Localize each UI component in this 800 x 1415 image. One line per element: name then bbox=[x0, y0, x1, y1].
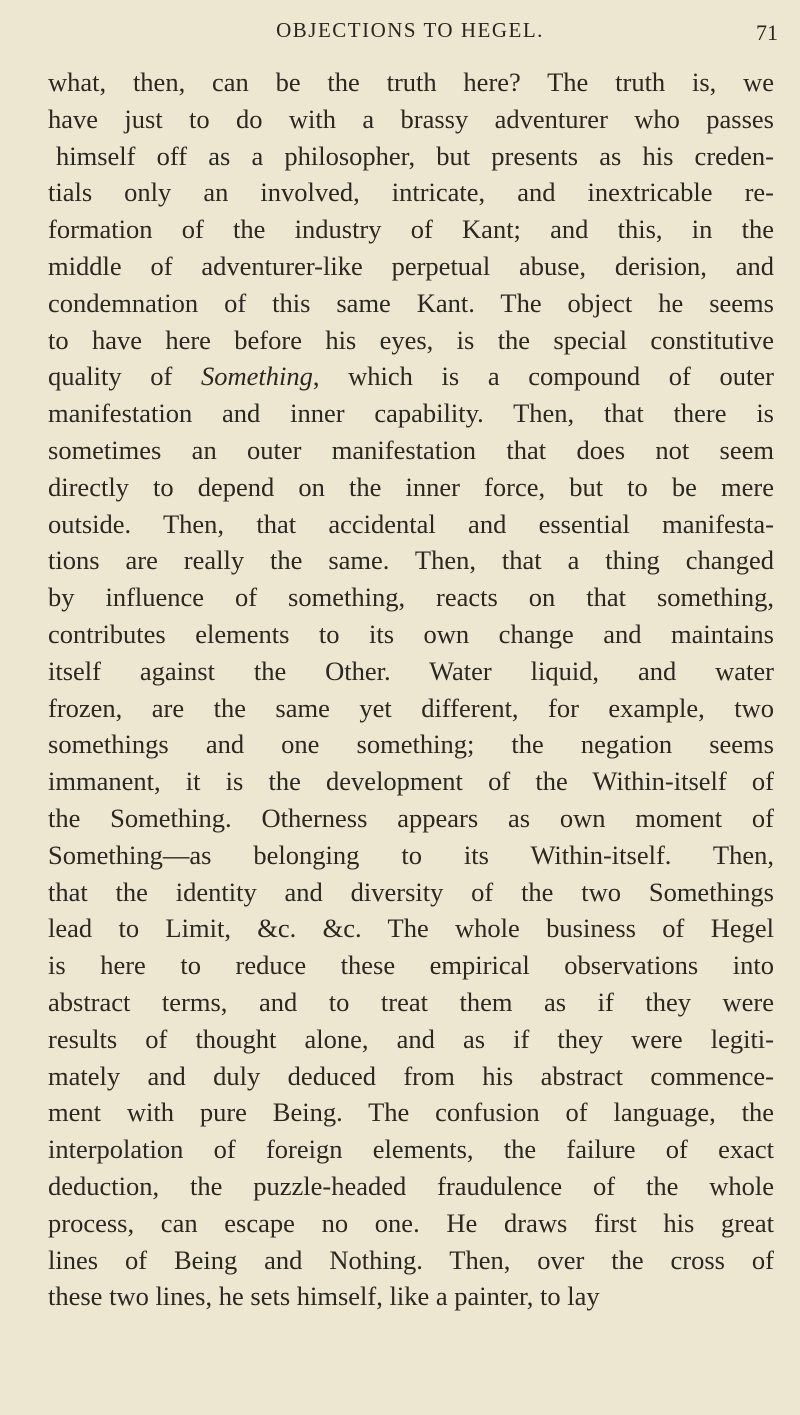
text-line: middle of adventurer-like perpetual abuse, derision, and bbox=[48, 250, 774, 281]
text-line: ment with pure Being. The confusion of language, the bbox=[48, 1097, 774, 1128]
text-line: lines of Being and Nothing. Then, over the cross of bbox=[48, 1244, 774, 1275]
text-line: sometimes an outer manifestation that does not seem bbox=[48, 434, 774, 465]
text-line: results of thought alone, and as if they were legiti- bbox=[48, 1023, 774, 1054]
text-line: condemnation of this same Kant. The object he seems bbox=[48, 287, 774, 318]
body-text bbox=[48, 64, 774, 1315]
page-number: 71 bbox=[756, 20, 778, 45]
italic-term: Something bbox=[200, 361, 313, 392]
text-line: tions are really the same. Then, that a thing changed bbox=[48, 545, 774, 576]
text-line: mately and duly deduced from his abstract commence- bbox=[48, 1060, 774, 1091]
text-line: abstract terms, and to treat them as if they were bbox=[48, 986, 774, 1017]
text-line: these two lines, he sets himself, like a painter, to lay bbox=[48, 1281, 600, 1312]
text-line: itself against the Other. Water liquid, and water bbox=[48, 655, 774, 686]
text-line: somethings and one something; the negation seems bbox=[48, 729, 774, 760]
text-line: manifestation and inner capability. Then, that there is bbox=[48, 398, 774, 429]
text-line: by influence of something, reacts on that something, bbox=[48, 582, 774, 613]
text-line: Something—as belonging to its Within-itself. Then, bbox=[48, 839, 774, 870]
text-line: outside. Then, that accidental and essential manifesta- bbox=[48, 508, 774, 539]
text-line: process, can escape no one. He draws first his great bbox=[48, 1207, 774, 1238]
text-segment: quality of bbox=[48, 361, 201, 392]
text-line: contributes elements to its own change and maintains bbox=[48, 618, 774, 649]
text-segment: , which is a compound of outer bbox=[312, 361, 774, 392]
text-line: what, then, can be the truth here? The truth is, we bbox=[48, 67, 774, 97]
text-line: interpolation of foreign elements, the failure of exact bbox=[48, 1134, 774, 1165]
text-line: immanent, it is the development of the Within-itself of bbox=[48, 766, 774, 797]
text-line: the Something. Otherness appears as own moment of bbox=[48, 802, 774, 833]
text-line: is here to reduce these empirical observations into bbox=[48, 950, 774, 981]
text-line: himself off as a philosopher, but presents as his creden- bbox=[56, 140, 774, 171]
text-line: that the identity and diversity of the two Somethings bbox=[48, 876, 774, 907]
text-line: tials only an involved, intricate, and inextricable re- bbox=[48, 177, 774, 208]
text-line: have just to do with a brassy adventurer who passes bbox=[48, 103, 774, 134]
text-line: frozen, are the same yet different, for example, two bbox=[48, 692, 774, 723]
running-title: OBJECTIONS TO HEGEL. bbox=[276, 18, 544, 42]
text-line: lead to Limit, &c. &c. The whole business of Hegel bbox=[48, 913, 774, 944]
text-line bbox=[48, 358, 774, 395]
text-line: to have here before his eyes, is the special constitutive bbox=[48, 324, 774, 355]
running-head bbox=[0, 18, 800, 58]
text-line: directly to depend on the inner force, but to be mere bbox=[48, 471, 774, 502]
text-line: deduction, the puzzle-headed fraudulence of the whole bbox=[48, 1170, 774, 1201]
text-line: formation of the industry of Kant; and this, in the bbox=[48, 214, 774, 245]
